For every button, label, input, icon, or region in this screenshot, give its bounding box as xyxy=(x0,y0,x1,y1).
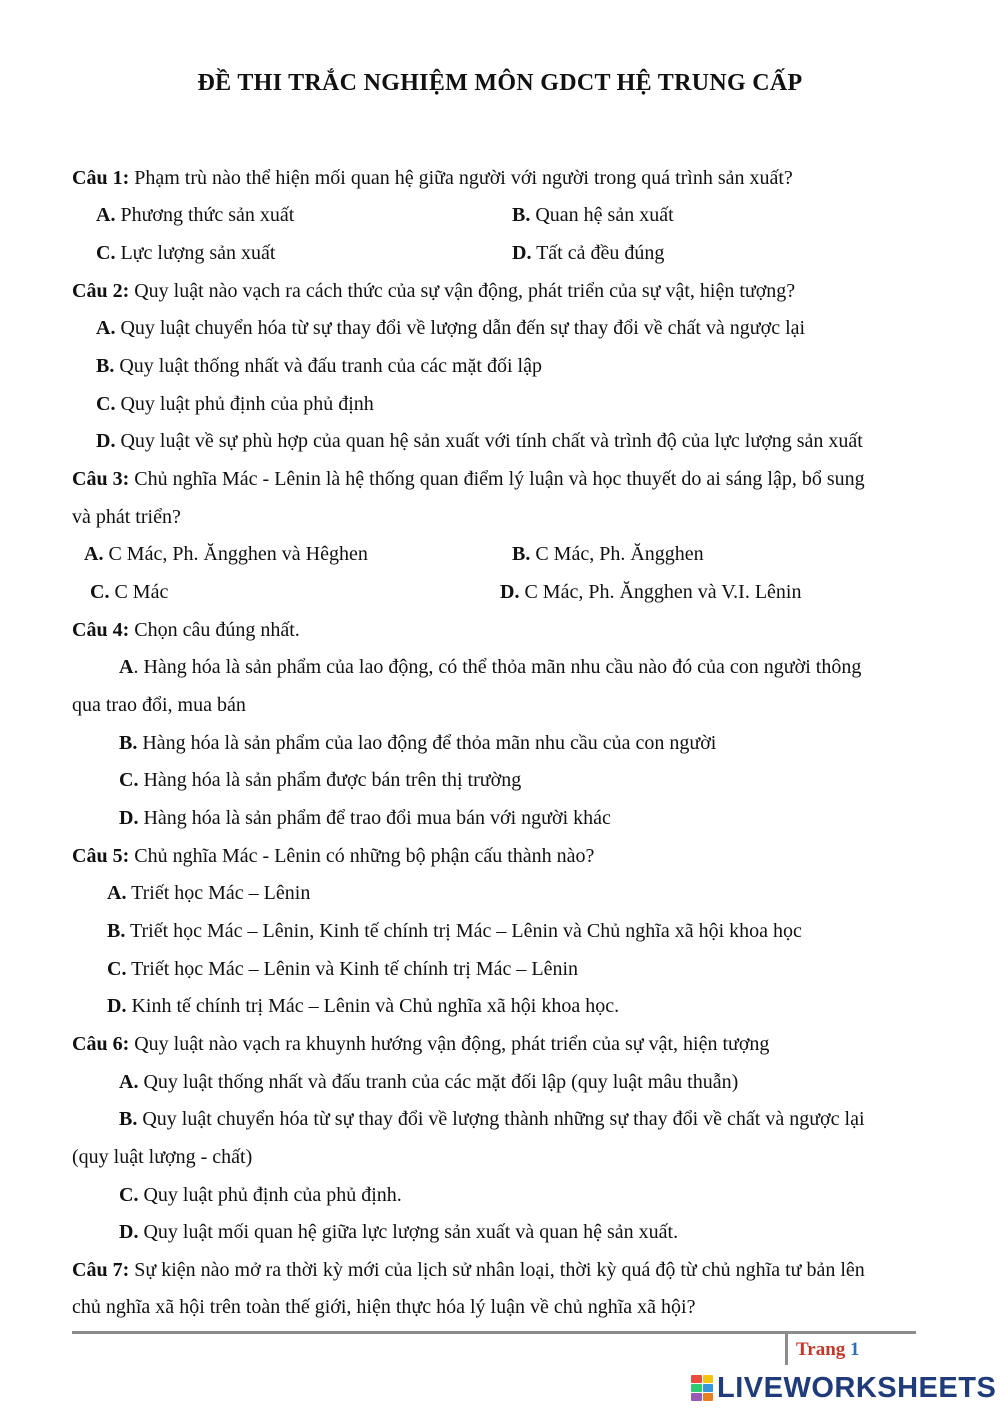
brand-name: LIVEWORKSHEETS xyxy=(717,1371,997,1404)
logo-tile xyxy=(691,1384,702,1392)
option-key: C. xyxy=(119,1184,139,1206)
q3-option-b xyxy=(512,541,704,567)
question-5 xyxy=(72,843,594,869)
question-label: Câu 3: xyxy=(72,468,130,490)
liveworksheets-brand[interactable] xyxy=(691,1373,996,1403)
option-text: C Mác, Ph. Ăngghen và V.I. Lênin xyxy=(519,581,802,603)
logo-tile xyxy=(703,1393,714,1401)
option-text: Triết học Mác – Lênin xyxy=(126,882,311,904)
q2-option-d xyxy=(96,428,863,454)
option-key: A. xyxy=(84,543,104,565)
question-1 xyxy=(72,165,793,191)
q4-option-b xyxy=(119,730,716,756)
option-text: Tất cả đều đúng xyxy=(531,242,665,264)
page-number-value: 1 xyxy=(850,1339,860,1360)
question-label: Câu 4: xyxy=(72,619,130,641)
option-key: A. xyxy=(96,317,116,339)
question-label: Câu 6: xyxy=(72,1033,130,1055)
q6-option-b-continued: (quy luật lượng - chất) xyxy=(72,1146,253,1168)
q1-option-a xyxy=(96,202,294,228)
option-key: D. xyxy=(500,581,520,603)
option-text: Quy luật mối quan hệ giữa lực lượng sản xuất và quan hệ sản xuất. xyxy=(138,1221,679,1243)
q3-option-d xyxy=(500,579,801,605)
q5-option-d xyxy=(107,993,619,1019)
q6-option-d xyxy=(119,1219,678,1245)
option-key: C. xyxy=(107,958,127,980)
option-key: B. xyxy=(512,204,531,226)
option-key: C. xyxy=(119,769,139,791)
option-text: Quy luật chuyển hóa từ sự thay đổi về lượng dẫn đến sự thay đổi về chất và ngược lại xyxy=(115,317,806,339)
option-text: . Hàng hóa là sản phẩm của lao động, có thể thỏa mãn nhu cầu nào đó của con người thông xyxy=(133,656,862,678)
q5-option-a xyxy=(107,880,310,906)
option-text: C Mác, Ph. Ăngghen xyxy=(530,543,704,565)
page-number xyxy=(796,1339,860,1361)
option-key: B. xyxy=(512,543,531,565)
option-key: D. xyxy=(512,242,532,264)
logo-tile xyxy=(691,1393,702,1401)
option-key: C. xyxy=(96,242,116,264)
liveworksheets-logo-icon xyxy=(691,1375,713,1401)
q3-option-c xyxy=(90,579,168,605)
question-text: Quy luật nào vạch ra khuynh hướng vận động, phát triển của sự vật, hiện tượng xyxy=(129,1033,770,1055)
option-text: Lực lượng sản xuất xyxy=(115,242,276,264)
q2-option-c xyxy=(96,391,374,417)
q4-option-a xyxy=(119,654,861,680)
question-label: Câu 7: xyxy=(72,1259,130,1281)
question-text: Chủ nghĩa Mác - Lênin có những bộ phận cấu thành nào? xyxy=(129,845,595,867)
logo-tile xyxy=(703,1375,714,1383)
q2-option-a xyxy=(96,315,805,341)
q4-option-a-continued: qua trao đổi, mua bán xyxy=(72,694,246,716)
option-key: B. xyxy=(107,920,126,942)
option-text: Quy luật phủ định của phủ định. xyxy=(138,1184,402,1206)
question-label: Câu 5: xyxy=(72,845,130,867)
q4-option-c xyxy=(119,767,521,793)
question-text: Chủ nghĩa Mác - Lênin là hệ thống quan điểm lý luận và học thuyết do ai sáng lập, bổ sung xyxy=(129,468,865,490)
question-3-continued: và phát triển? xyxy=(72,506,181,528)
q4-option-d xyxy=(119,805,611,831)
question-label: Câu 1: xyxy=(72,167,130,189)
q6-option-b xyxy=(119,1106,865,1132)
option-key: A. xyxy=(96,204,116,226)
option-key: A. xyxy=(107,882,127,904)
q2-option-b xyxy=(96,353,542,379)
option-text: Triết học Mác – Lênin và Kinh tế chính trị Mác – Lênin xyxy=(126,958,579,980)
option-key: D. xyxy=(107,995,127,1017)
option-key: B. xyxy=(119,1108,138,1130)
question-7 xyxy=(72,1257,865,1283)
q6-option-a xyxy=(119,1069,738,1095)
option-text: Triết học Mác – Lênin, Kinh tế chính trị Mác – Lênin và Chủ nghĩa xã hội khoa học xyxy=(125,920,802,942)
logo-tile xyxy=(703,1384,714,1392)
option-text: Kinh tế chính trị Mác – Lênin và Chủ nghĩa xã hội khoa học. xyxy=(126,995,620,1017)
option-text: Quan hệ sản xuất xyxy=(530,204,674,226)
option-key: A xyxy=(119,656,134,678)
footer-divider xyxy=(72,1331,916,1334)
q3-option-a xyxy=(84,541,368,567)
question-7-continued: chủ nghĩa xã hội trên toàn thế giới, hiện thực hóa lý luận về chủ nghĩa xã hội? xyxy=(72,1296,696,1318)
option-text: Phương thức sản xuất xyxy=(115,204,295,226)
question-3 xyxy=(72,466,865,492)
q5-option-b xyxy=(107,918,802,944)
question-4 xyxy=(72,617,300,643)
option-text: Hàng hóa là sản phẩm để trao đổi mua bán với người khác xyxy=(138,807,611,829)
option-text: Hàng hóa là sản phẩm của lao động để thỏa mãn nhu cầu của con người xyxy=(137,732,717,754)
option-text: Quy luật thống nhất và đấu tranh của các mặt đối lập xyxy=(114,355,542,377)
question-2 xyxy=(72,278,795,304)
logo-tile xyxy=(691,1375,702,1383)
option-key: A. xyxy=(119,1071,139,1093)
option-key: D. xyxy=(119,1221,139,1243)
option-key: C. xyxy=(90,581,110,603)
page-title: ĐỀ THI TRẮC NGHIỆM MÔN GDCT HỆ TRUNG CẤP xyxy=(197,70,803,96)
option-key: B. xyxy=(96,355,115,377)
option-key: D. xyxy=(119,807,139,829)
page-label: Trang xyxy=(796,1339,846,1360)
q6-option-c xyxy=(119,1182,402,1208)
question-text: Quy luật nào vạch ra cách thức của sự vận động, phát triển của sự vật, hiện tượng? xyxy=(129,280,796,302)
option-text: Quy luật phủ định của phủ định xyxy=(115,393,374,415)
question-text: Sự kiện nào mở ra thời kỳ mới của lịch sử nhân loại, thời kỳ quá độ từ chủ nghĩa tư bản lên xyxy=(129,1259,865,1281)
q1-option-b xyxy=(512,202,674,228)
q5-option-c xyxy=(107,956,578,982)
option-text: Hàng hóa là sản phẩm được bán trên thị trường xyxy=(138,769,522,791)
q1-option-d xyxy=(512,240,664,266)
question-6 xyxy=(72,1031,769,1057)
option-key: B. xyxy=(119,732,138,754)
option-text: C Mác xyxy=(109,581,169,603)
question-text: Phạm trù nào thể hiện mối quan hệ giữa người với người trong quá trình sản xuất? xyxy=(129,167,793,189)
option-text: Quy luật chuyển hóa từ sự thay đổi về lượng thành những sự thay đổi về chất và ngược lại xyxy=(137,1108,865,1130)
option-text: Quy luật thống nhất và đấu tranh của các mặt đối lập (quy luật mâu thuẫn) xyxy=(138,1071,739,1093)
question-text: Chọn câu đúng nhất. xyxy=(129,619,300,641)
question-label: Câu 2: xyxy=(72,280,130,302)
option-text: C Mác, Ph. Ăngghen và Hêghen xyxy=(103,543,368,565)
q1-option-c xyxy=(96,240,275,266)
option-text: Quy luật về sự phù hợp của quan hệ sản xuất với tính chất và trình độ của lực lượng sản xuất xyxy=(115,430,863,452)
footer-vertical-divider xyxy=(785,1334,788,1365)
option-key: D. xyxy=(96,430,116,452)
option-key: C. xyxy=(96,393,116,415)
